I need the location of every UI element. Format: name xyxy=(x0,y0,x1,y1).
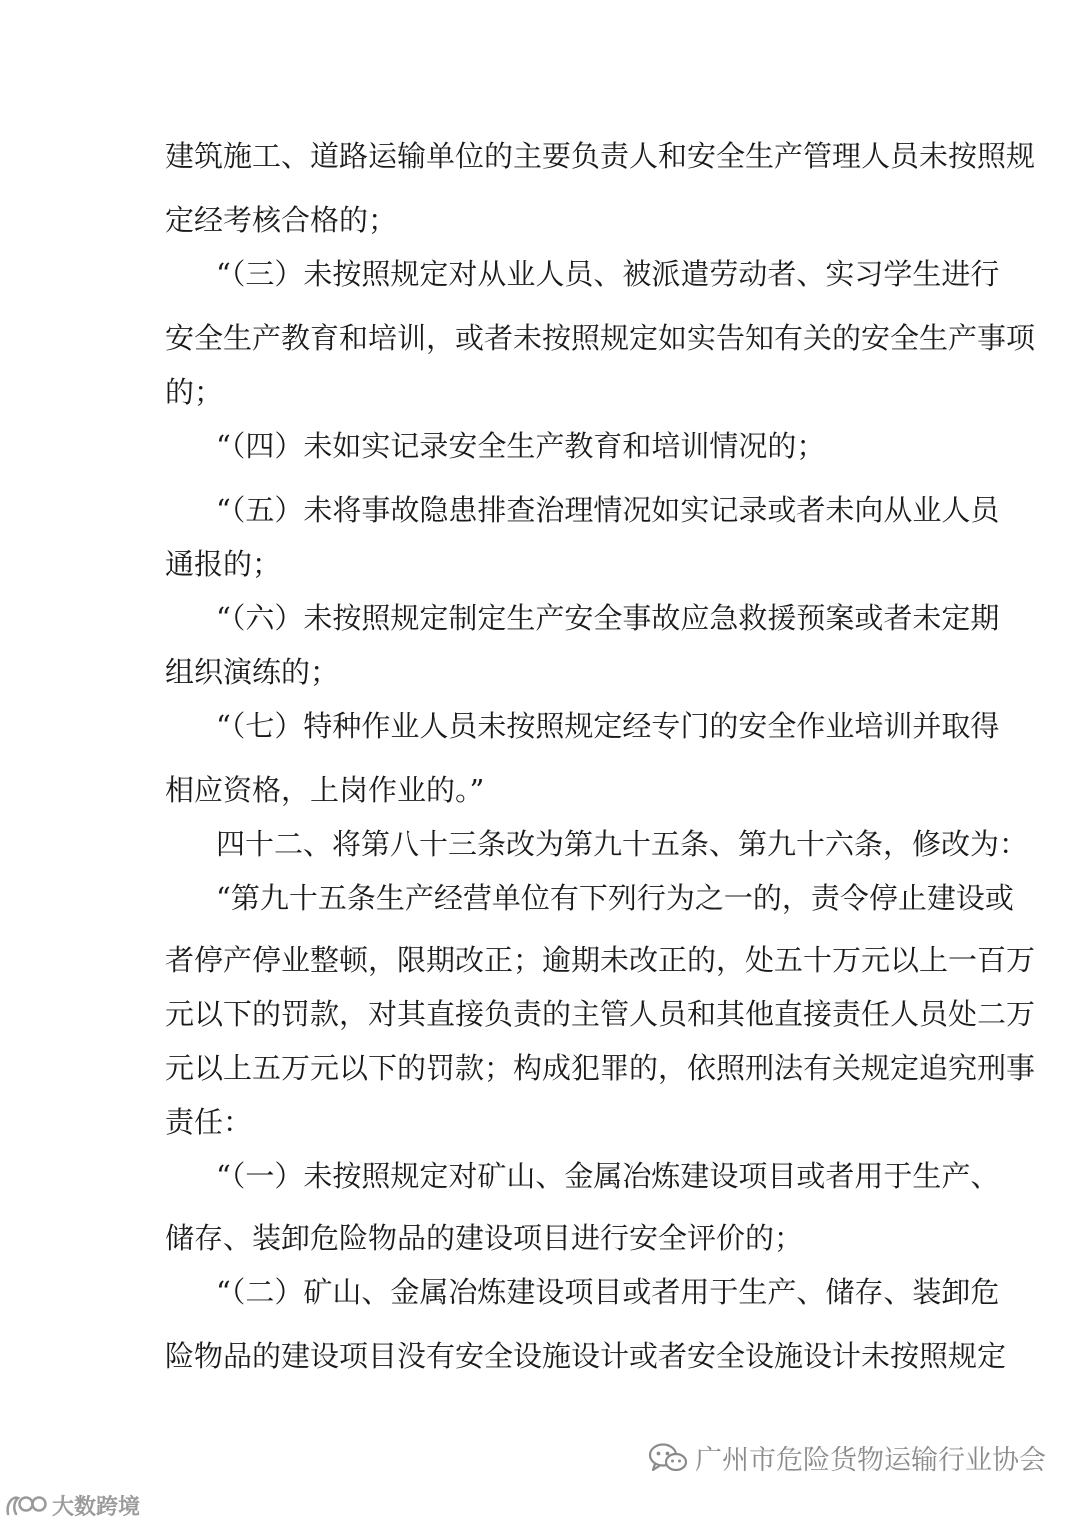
text-line: “（四）未如实记录安全生产教育和培训情况的； xyxy=(216,429,826,463)
text-line: “（六）未按照规定制定生产安全事故应急救援预案或者未定期 xyxy=(216,601,1000,635)
text-line: 险物品的建设项目没有安全设施设计或者安全设施设计未按照规定 xyxy=(165,1339,1007,1373)
text-line: 元以下的罚款，对其直接负责的主管人员和其他直接责任人员处二万 xyxy=(165,997,1036,1031)
site-logo xyxy=(4,1490,140,1521)
text-line: 安全生产教育和培训，或者未按照规定如实告知有关的安全生产事项 xyxy=(165,321,1036,355)
text-line: “（七）特种作业人员未按照规定经专门的安全作业培训并取得 xyxy=(216,709,1000,743)
wechat-icon xyxy=(647,1441,689,1475)
logo-icon xyxy=(4,1492,48,1520)
text-line: 元以上五万元以下的罚款；构成犯罪的，依照刑法有关规定追究刑事 xyxy=(165,1051,1036,1085)
text-line: 相应资格，上岗作业的。” xyxy=(165,773,485,807)
text-line: 责任： xyxy=(165,1105,253,1139)
text-line: 储存、装卸危险物品的建设项目进行安全评价的； xyxy=(165,1221,804,1255)
text-line: 四十二、将第八十三条改为第九十五条、第九十六条，修改为： xyxy=(216,827,1029,861)
text-line: 建筑施工、道路运输单位的主要负责人和安全生产管理人员未按照规 xyxy=(165,139,1036,173)
text-line: “（一）未按照规定对矿山、金属冶炼建设项目或者用于生产、 xyxy=(216,1159,1000,1193)
text-line: 的； xyxy=(165,375,224,409)
watermark xyxy=(647,1438,1046,1477)
text-line: “第九十五条生产经营单位有下列行为之一的，责令停止建设或 xyxy=(216,881,1014,915)
text-line: “（五）未将事故隐患排查治理情况如实记录或者未向从业人员 xyxy=(216,493,1000,527)
text-line: 通报的； xyxy=(165,547,282,581)
text-line: 组织演练的； xyxy=(165,655,340,689)
text-line: 定经考核合格的； xyxy=(165,203,398,237)
text-line: “（三）未按照规定对从业人员、被派遣劳动者、实习学生进行 xyxy=(216,257,1000,291)
text-line: “（二）矿山、金属冶炼建设项目或者用于生产、储存、装卸危 xyxy=(216,1275,1000,1309)
site-logo-text: 大数跨境 xyxy=(52,1495,141,1520)
text-line: 者停产停业整顿，限期改正；逾期未改正的，处五十万元以上一百万 xyxy=(165,943,1036,977)
watermark-text: 广州市危险货物运输行业协会 xyxy=(695,1445,1046,1476)
